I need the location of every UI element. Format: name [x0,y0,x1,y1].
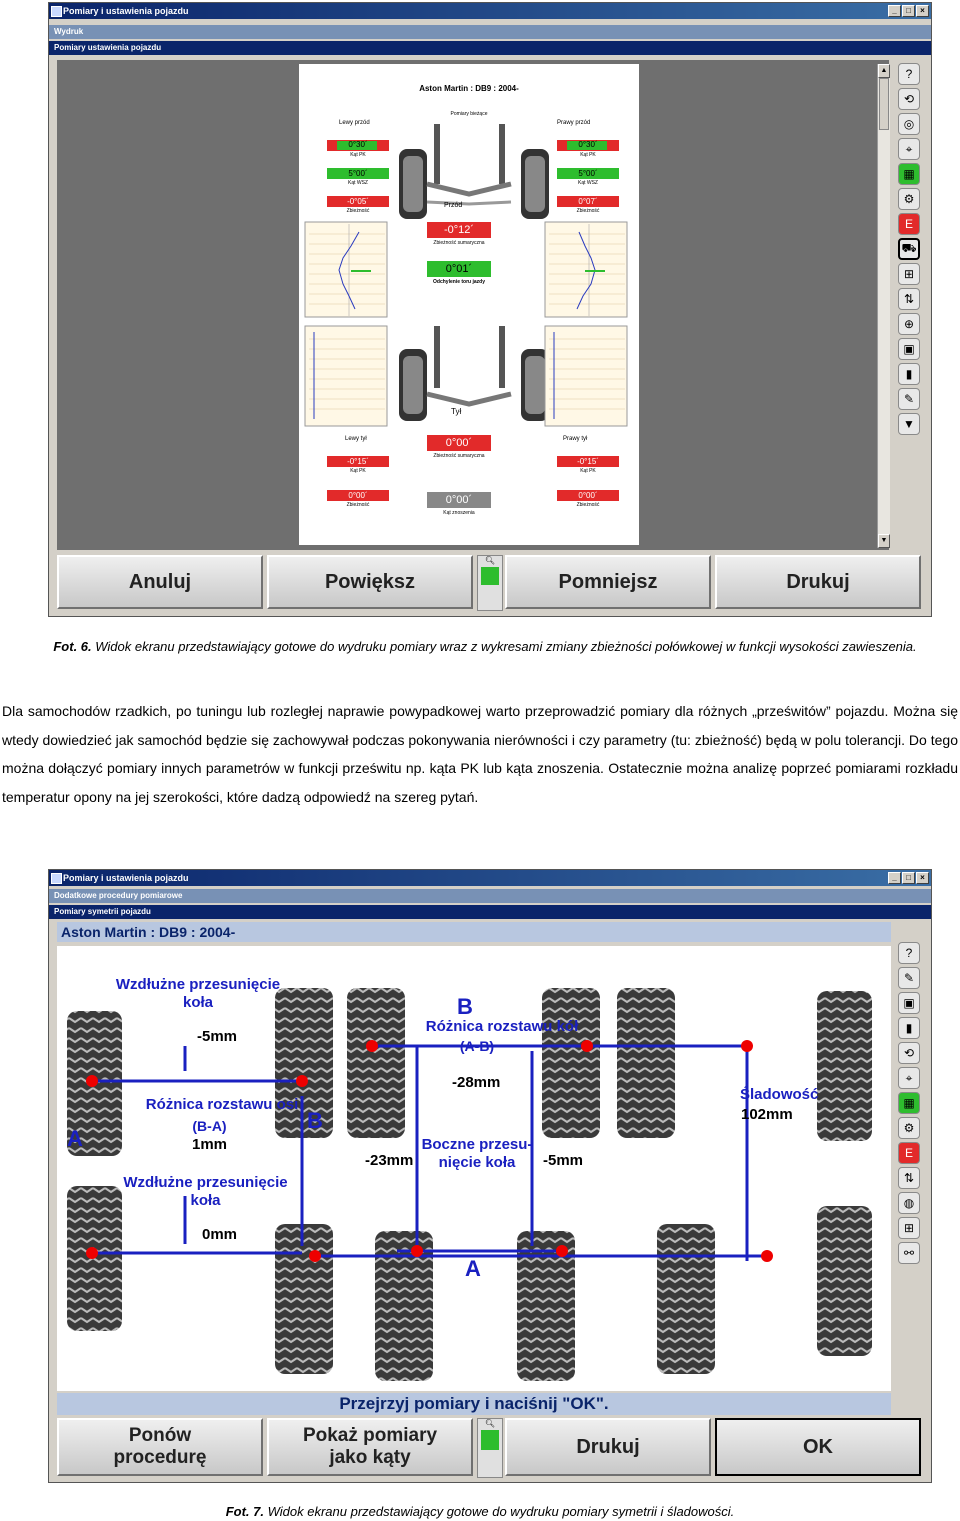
rr-pk-value: -0°15´ [577,457,599,466]
help-icon[interactable]: ? [898,63,920,85]
tire-rear-right-2 [657,1224,715,1374]
window2-title-bar [49,870,931,886]
rf-wsz-value: 5°00´ [578,169,598,178]
lf-wsz-value: 5°00´ [348,169,368,178]
app-icon [51,873,62,884]
rr-pk-label: Kąt PK [580,468,596,474]
symmetry-diagram [57,946,891,1391]
repeat-procedure-button[interactable]: Ponów procedurę [57,1418,263,1476]
left-rear-label: Lewy tył [345,436,367,442]
rear-total-toe-value: 0°00´ [445,437,473,449]
print-preview-page [299,64,639,545]
axle-diff-label: Różnica rozstawu osi [145,1096,299,1113]
zoom-out-button[interactable]: Pomniejsz [505,555,711,609]
setback-value: 0°00´ [445,494,473,506]
tool-icon[interactable]: ✎ [898,388,920,410]
front-suspension-drawing [399,124,549,219]
caption-fot7-text: Widok ekranu przedstawiający gotowe do wydruku pomiary symetrii i śladowości. [267,1504,735,1519]
lr-pk-value: -0°15´ [347,457,369,466]
scroll-down-icon[interactable]: ▼ [898,413,920,435]
prompt-text: Przejrzyj pomiary i naciśnij "OK". [339,1394,609,1413]
lr-toe-value: 0°00´ [348,491,368,500]
report-subtitle: Pomiary bieżące [450,111,488,117]
zoom-level-green [481,1430,499,1450]
lf-pk-value: 0°30´ [348,140,368,149]
window2-title: Pomiary i ustawienia pojazdu [63,873,189,883]
tire-front-right-2 [617,988,675,1138]
long-shift-top-value: -5mm [197,1028,238,1045]
caption-fot6 [40,639,930,654]
tire-front-left-2 [347,988,405,1138]
lr-toe-label: Zbieżność [346,502,370,508]
letter-a-left: A [67,1126,83,1151]
thrust-label-w2: Śladowość [740,1086,819,1103]
tilt-icon[interactable]: ⟲ [898,1042,920,1064]
lateral-left-value: -23mm [365,1152,414,1169]
lateral-shift-label: Boczne przesu- nięcie koła [421,1136,533,1171]
window2-active-row[interactable]: Pomiary symetrii pojazdu [49,905,931,919]
rear-suspension-drawing [399,326,549,421]
close-icon[interactable]: × [916,5,929,17]
tire-far-right-front [817,991,872,1141]
tire-rear-left-2 [375,1231,433,1381]
zoom-in-button[interactable]: Powiększ [267,555,473,609]
lr-pk-label: Kąt PK [350,468,366,474]
sensor-icon[interactable]: ⌖ [898,138,920,160]
letter-a-bottom: A [465,1256,481,1281]
tire-icon[interactable]: ▮ [898,1017,920,1039]
long-shift-bottom-label: Wzdłużne przesunięcie koła [123,1174,288,1209]
letter-b-mid: B [307,1108,323,1133]
lf-pk-label: Kąt PK [350,152,366,158]
globe-icon[interactable]: ◍ [898,1192,920,1214]
settings-icon[interactable]: ⇅ [898,288,920,310]
minimize-icon[interactable]: _ [888,872,901,884]
calibrate-icon[interactable]: ⚙ [898,188,920,210]
rear-axle-label: Tył [451,407,462,416]
thrust-value: 0°01´ [445,263,473,275]
settings-icon[interactable]: ⇅ [898,1167,920,1189]
close-icon[interactable]: × [916,872,929,884]
window-title: Pomiary i ustawienia pojazdu [63,6,189,16]
left-front-label: Lewy przód [339,120,370,126]
menu-row[interactable]: Wydruk [49,25,931,39]
vehicle-banner [57,922,891,942]
lf-toe-value: -0°05´ [347,197,369,206]
caption-fot6-label: Fot. 6. [53,639,92,654]
long-shift-top-label: Wzdłużne przesunięcie koła [115,976,281,1011]
flag-icon[interactable]: E [898,213,920,235]
zoom-indicator [477,555,503,611]
track-diff-letter: B [457,994,473,1019]
caption-fot7 [0,1504,960,1519]
flag-icon[interactable]: E [898,1142,920,1164]
lateral-right-value: -5mm [543,1152,584,1169]
front-total-toe-label: Zbieżność sumaryczna [433,240,485,246]
track-diff-value: -28mm [452,1074,501,1091]
thrust-label: Odchylenie toru jazdy [433,279,485,285]
clamp-icon[interactable]: ⊞ [898,1217,920,1239]
tool-icon[interactable]: ✎ [898,967,920,989]
lf-toe-label: Zbieżność [346,208,370,214]
tire-front-right [542,988,600,1138]
lf-wsz-label: Kąt WSZ [347,180,368,186]
measure-icon[interactable]: ▦ [898,1092,920,1114]
link-icon[interactable]: ⚯ [898,1242,920,1264]
sensor-icon[interactable]: ⌖ [898,1067,920,1089]
setback-label: Kąt znoszenia [443,510,475,516]
vertical-scrollbar[interactable] [877,64,890,548]
rf-pk-value: 0°30´ [578,140,598,149]
track-diff-formula: (A-B) [459,1038,495,1054]
report-vehicle: Aston Martin : DB9 : 2004- [419,84,519,93]
zoom-indicator-2 [477,1418,503,1478]
right-toolbar-2 [895,942,923,1264]
right-toolbar [895,63,923,435]
active-procedure-row[interactable]: Pomiary ustawienia pojazdu [49,41,931,55]
window2-menu-row[interactable]: Dodatkowe procedury pomiarowe [49,889,931,903]
axle-diff-formula: (B-A) [192,1118,227,1134]
magnifier-icon: 🔍︎ [484,1419,496,1428]
body-paragraph: Dla samochodów rzadkich, po tuningu lub rozległej naprawie powypadkowej warto przeprowadzić pomiary dla różnych „prześwitów” pojazdu. Można się wtedy dowiedzieć jak samochód będzie się zachowywał podczas pokonywania nierówności i czy parametry (tu: zbieżność) będą w polu tolerancji. Do tego można dołączyć pomiary innych parametrów w funkcji prześwitu np. kąta PK lub kąta znoszenia. Ostatecznie można analizę poprzeć pomiarami rozkładu temperatur opony na jej szerokości, które dadzą odpowiedź na szereg pytań. [2,703,958,805]
tire-rear-left [275,1224,333,1374]
caption-fot6-text: Widok ekranu przedstawiający gotowe do wydruku pomiary wraz z wykresami zmiany zbieżności połówkowej w funkcji wysokości zawieszenia. [95,639,917,654]
rf-toe-value: 0°07´ [578,197,598,206]
vehicle-name: Aston Martin : DB9 : 2004- [61,924,236,940]
scroll-down-icon[interactable]: ▼ [878,534,890,548]
target-icon[interactable]: ⊕ [898,313,920,335]
left-rear-chart [305,326,387,426]
right-front-chart [545,222,627,317]
maximize-icon[interactable]: □ [902,5,915,17]
rf-wsz-label: Kąt WSZ [577,180,598,186]
cancel-button[interactable]: Anuluj [57,555,263,609]
camera-icon[interactable]: ▣ [898,992,920,1014]
camera-icon[interactable]: ▣ [898,338,920,360]
window-title-bar [49,3,931,19]
symmetry-window [48,869,932,1483]
maximize-icon[interactable]: □ [902,872,915,884]
rr-toe-value: 0°00´ [578,491,598,500]
show-as-angles-button[interactable]: Pokaż pomiary jako kąty [267,1418,473,1476]
left-front-chart [305,222,387,317]
scroll-up-icon[interactable]: ▲ [878,64,890,78]
right-rear-chart [545,326,627,426]
rf-toe-label: Zbieżność [576,208,600,214]
front-total-toe-value: -0°12´ [443,224,475,236]
front-axle-label: Przód [444,202,463,209]
app-icon [51,6,62,17]
ok-button[interactable]: OK [715,1418,921,1476]
prompt-bar [57,1393,891,1415]
thrust-value-w2: 102mm [741,1106,793,1123]
measurement-window [48,2,932,617]
wheel-icon[interactable]: ◎ [898,113,920,135]
magnifier-icon: 🔍︎ [484,556,496,565]
help-icon[interactable]: ? [898,942,920,964]
track-diff-label: Różnica rozstawu kół [425,1018,579,1035]
rf-pk-label: Kąt PK [580,152,596,158]
long-shift-bottom-value: 0mm [202,1226,238,1243]
minimize-icon[interactable]: _ [888,5,901,17]
tilt-icon[interactable]: ⟲ [898,88,920,110]
measure-icon[interactable]: ▦ [898,163,920,185]
print-button-2[interactable]: Drukuj [505,1418,711,1476]
zoom-level-green [481,567,499,585]
print-button[interactable]: Drukuj [715,555,921,609]
right-rear-label: Prawy tył [563,436,588,442]
tire-far-right-rear [817,1206,872,1356]
clamp-icon[interactable]: ⊞ [898,263,920,285]
calibrate-icon[interactable]: ⚙ [898,1117,920,1139]
caption-fot7-label: Fot. 7. [225,1504,264,1519]
rear-total-toe-label: Zbieżność sumaryczna [433,453,485,459]
scroll-thumb[interactable] [879,78,889,130]
car-icon[interactable]: ⛟ [898,238,920,260]
tire-front-left [275,988,333,1138]
axle-diff-value: 1mm [191,1136,228,1153]
right-front-label: Prawy przód [557,120,591,126]
rr-toe-label: Zbieżność [576,502,600,508]
tire-icon[interactable]: ▮ [898,363,920,385]
